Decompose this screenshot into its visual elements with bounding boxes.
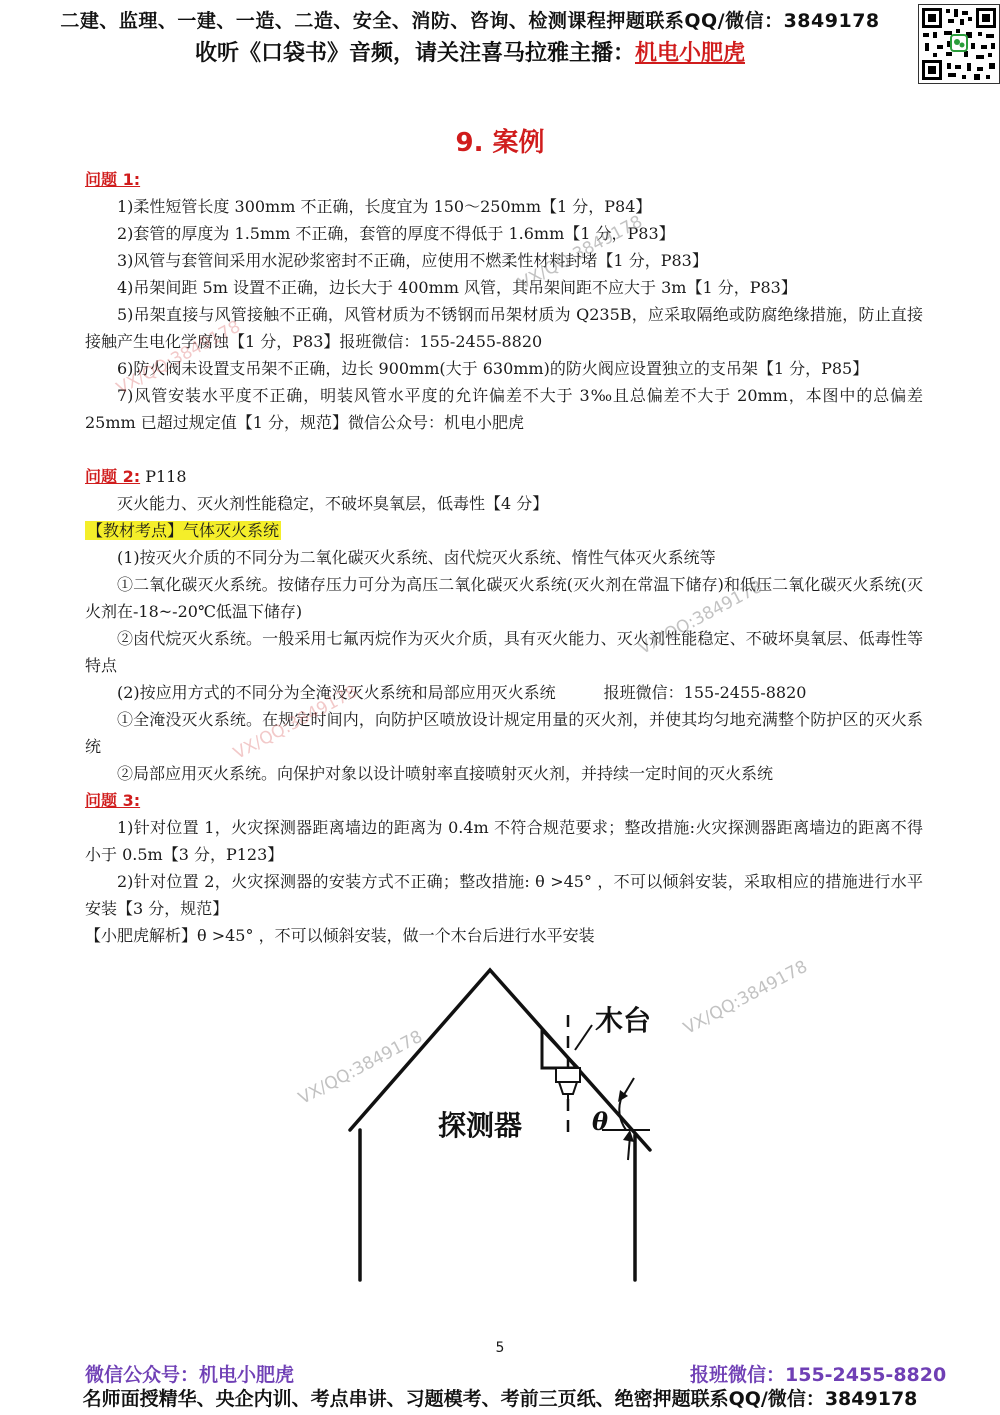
- q3-line-2: 2)针对位置 2，火灾探测器的安装方式不正确；整改措施: θ >45° ，不可以倾斜安装，采取相应的措施进行水平安装【3 分，规范】: [85, 872, 923, 918]
- q3-line-1: 1)针对位置 1，火灾探测器距离墙边的距离为 0.4m 不符合规范要求；整改措施:火灾探测器距离墙边的距离不得小于 0.5m【3 分，P123】: [85, 818, 923, 864]
- q2-textbook-tag: 【教材考点】气体灭火系统: [87, 521, 280, 540]
- page-number: 5: [495, 1340, 505, 1356]
- q1-line-7: 7)风管安装水平度不正确，明装风管水平度的允许偏差不大于 3‰且总偏差不大于 20mm，本图中的总偏差 25mm 已超过规定值【1 分，规范】微信公众号：机电小肥虎: [85, 386, 923, 432]
- angle-arc: [619, 1096, 626, 1130]
- q2-line-4: (2)按应用方式的不同分为全淹没灭火系统和局部应用灭火系统 报班微信：155-2455-8820: [117, 683, 807, 702]
- detector-icon: [556, 1068, 580, 1100]
- header-brand-link[interactable]: 机电小肥虎: [635, 41, 746, 66]
- q2-header: [85, 463, 923, 490]
- label-detector: 探测器: [438, 1109, 523, 1142]
- q1-line-3: 3)风管与套管间采用水泥砂浆密封不正确，应使用不燃柔性材料封堵【1 分，P83】: [117, 251, 708, 270]
- header-contact-line: 二建、监理、一建、一造、二造、安全、消防、咨询、检测课程押题联系QQ/微信：3849178: [60, 10, 880, 32]
- q1-title: 问题 1:: [85, 170, 141, 189]
- detector-mounting-diagram: [330, 960, 690, 1300]
- q3-analysis: 【小肥虎解析】θ >45° ，不可以倾斜安装，做一个木台后进行水平安装: [85, 926, 595, 945]
- q3-header: [85, 787, 923, 814]
- header-audio-prefix: 收听《口袋书》音频，请关注喜马拉雅主播：: [194, 41, 635, 66]
- header-audio-line: [40, 36, 900, 67]
- q1-line-6: 6)防火阀未设置支吊架不正确，边长 900mm(大于 630mm)的防火阀应设置独立的支吊架【1 分，P85】: [117, 359, 869, 378]
- section-title: 9. 案例: [455, 128, 545, 158]
- watermark: VX/QQ:3849178: [230, 681, 361, 764]
- footer-contact-line: 名师面授精华、央企内训、考点串讲、习题模考、考前三页纸、绝密押题联系QQ/微信：3849178: [82, 1388, 918, 1410]
- q2-line-6: ②局部应用灭火系统。向保护对象以设计喷射率直接喷射灭火剂，并持续一定时间的灭火系统: [117, 764, 774, 783]
- wood-leader-line: [575, 1025, 592, 1050]
- q2-title: 问题 2:: [85, 467, 141, 486]
- q2-line-1: (1)按灭火介质的不同分为二氧化碳灭火系统、卤代烷灭火系统、惰性气体灭火系统等: [117, 548, 716, 567]
- q1-line-4: 4)吊架间距 5m 设置不正确，边长大于 400mm 风管，其吊架间距不应大于 3m【1 分，P83】: [117, 278, 797, 297]
- q2-line-5: ①全淹没灭火系统。在规定时间内，向防护区喷放设计规定用量的灭火剂，并使其均匀地充满整个防护区的灭火系统: [85, 710, 923, 756]
- q2-tag-line: [85, 517, 923, 544]
- watermark: VX/QQ:3849178: [515, 211, 646, 294]
- footer-wechat-account: 微信公众号：机电小肥虎: [85, 1364, 295, 1386]
- watermark: VX/QQ:3849178: [295, 1026, 426, 1109]
- watermark: VX/QQ:3849178: [113, 316, 244, 399]
- qr-code-icon: [918, 4, 1000, 84]
- q2-line-2: ①二氧化碳灭火系统。按储存压力可分为高压二氧化碳灭火系统(灭火剂在常温下储存)和低压二氧化碳灭火系统(灭火剂在-18~-20℃低温下储存): [85, 575, 923, 621]
- q3-title: 问题 3:: [85, 791, 141, 810]
- footer-enroll-wechat: 报班微信：155-2455-8820: [690, 1364, 947, 1386]
- q1-line-5: 5)吊架直接与风管接触不正确，风管材质为不锈钢而吊架材质为 Q235B，应采取隔绝或防腐绝缘措施，防止直接接触产生电化学腐蚀【1 分，P83】报班微信：155-2455-8820: [85, 305, 923, 351]
- watermark: VX/QQ:3849178: [635, 576, 766, 659]
- main-content: [85, 166, 923, 949]
- q2-line-3: ②卤代烷灭火系统。一般采用七氟丙烷作为灭火介质，具有灭火能力、灭火剂性能稳定、不破坏臭氧层、低毒性等特点: [85, 629, 923, 675]
- watermark: VX/QQ:3849178: [680, 956, 811, 1039]
- q1-line-2: 2)套管的厚度为 1.5mm 不正确，套管的厚度不得低于 1.6mm【1 分，P83】: [117, 224, 675, 243]
- q1-line-1: 1)柔性短管长度 300mm 不正确，长度宜为 150～250mm【1 分，P84】: [117, 197, 652, 216]
- q2-page-ref: P118: [145, 467, 187, 486]
- label-wood-mount: 木台: [595, 1004, 652, 1037]
- wood-mount-block: [542, 1030, 578, 1068]
- label-theta: θ: [592, 1107, 609, 1136]
- q2-answer: 灭火能力、灭火剂性能稳定，不破坏臭氧层，低毒性【4 分】: [117, 494, 549, 513]
- q1-header: [85, 166, 923, 193]
